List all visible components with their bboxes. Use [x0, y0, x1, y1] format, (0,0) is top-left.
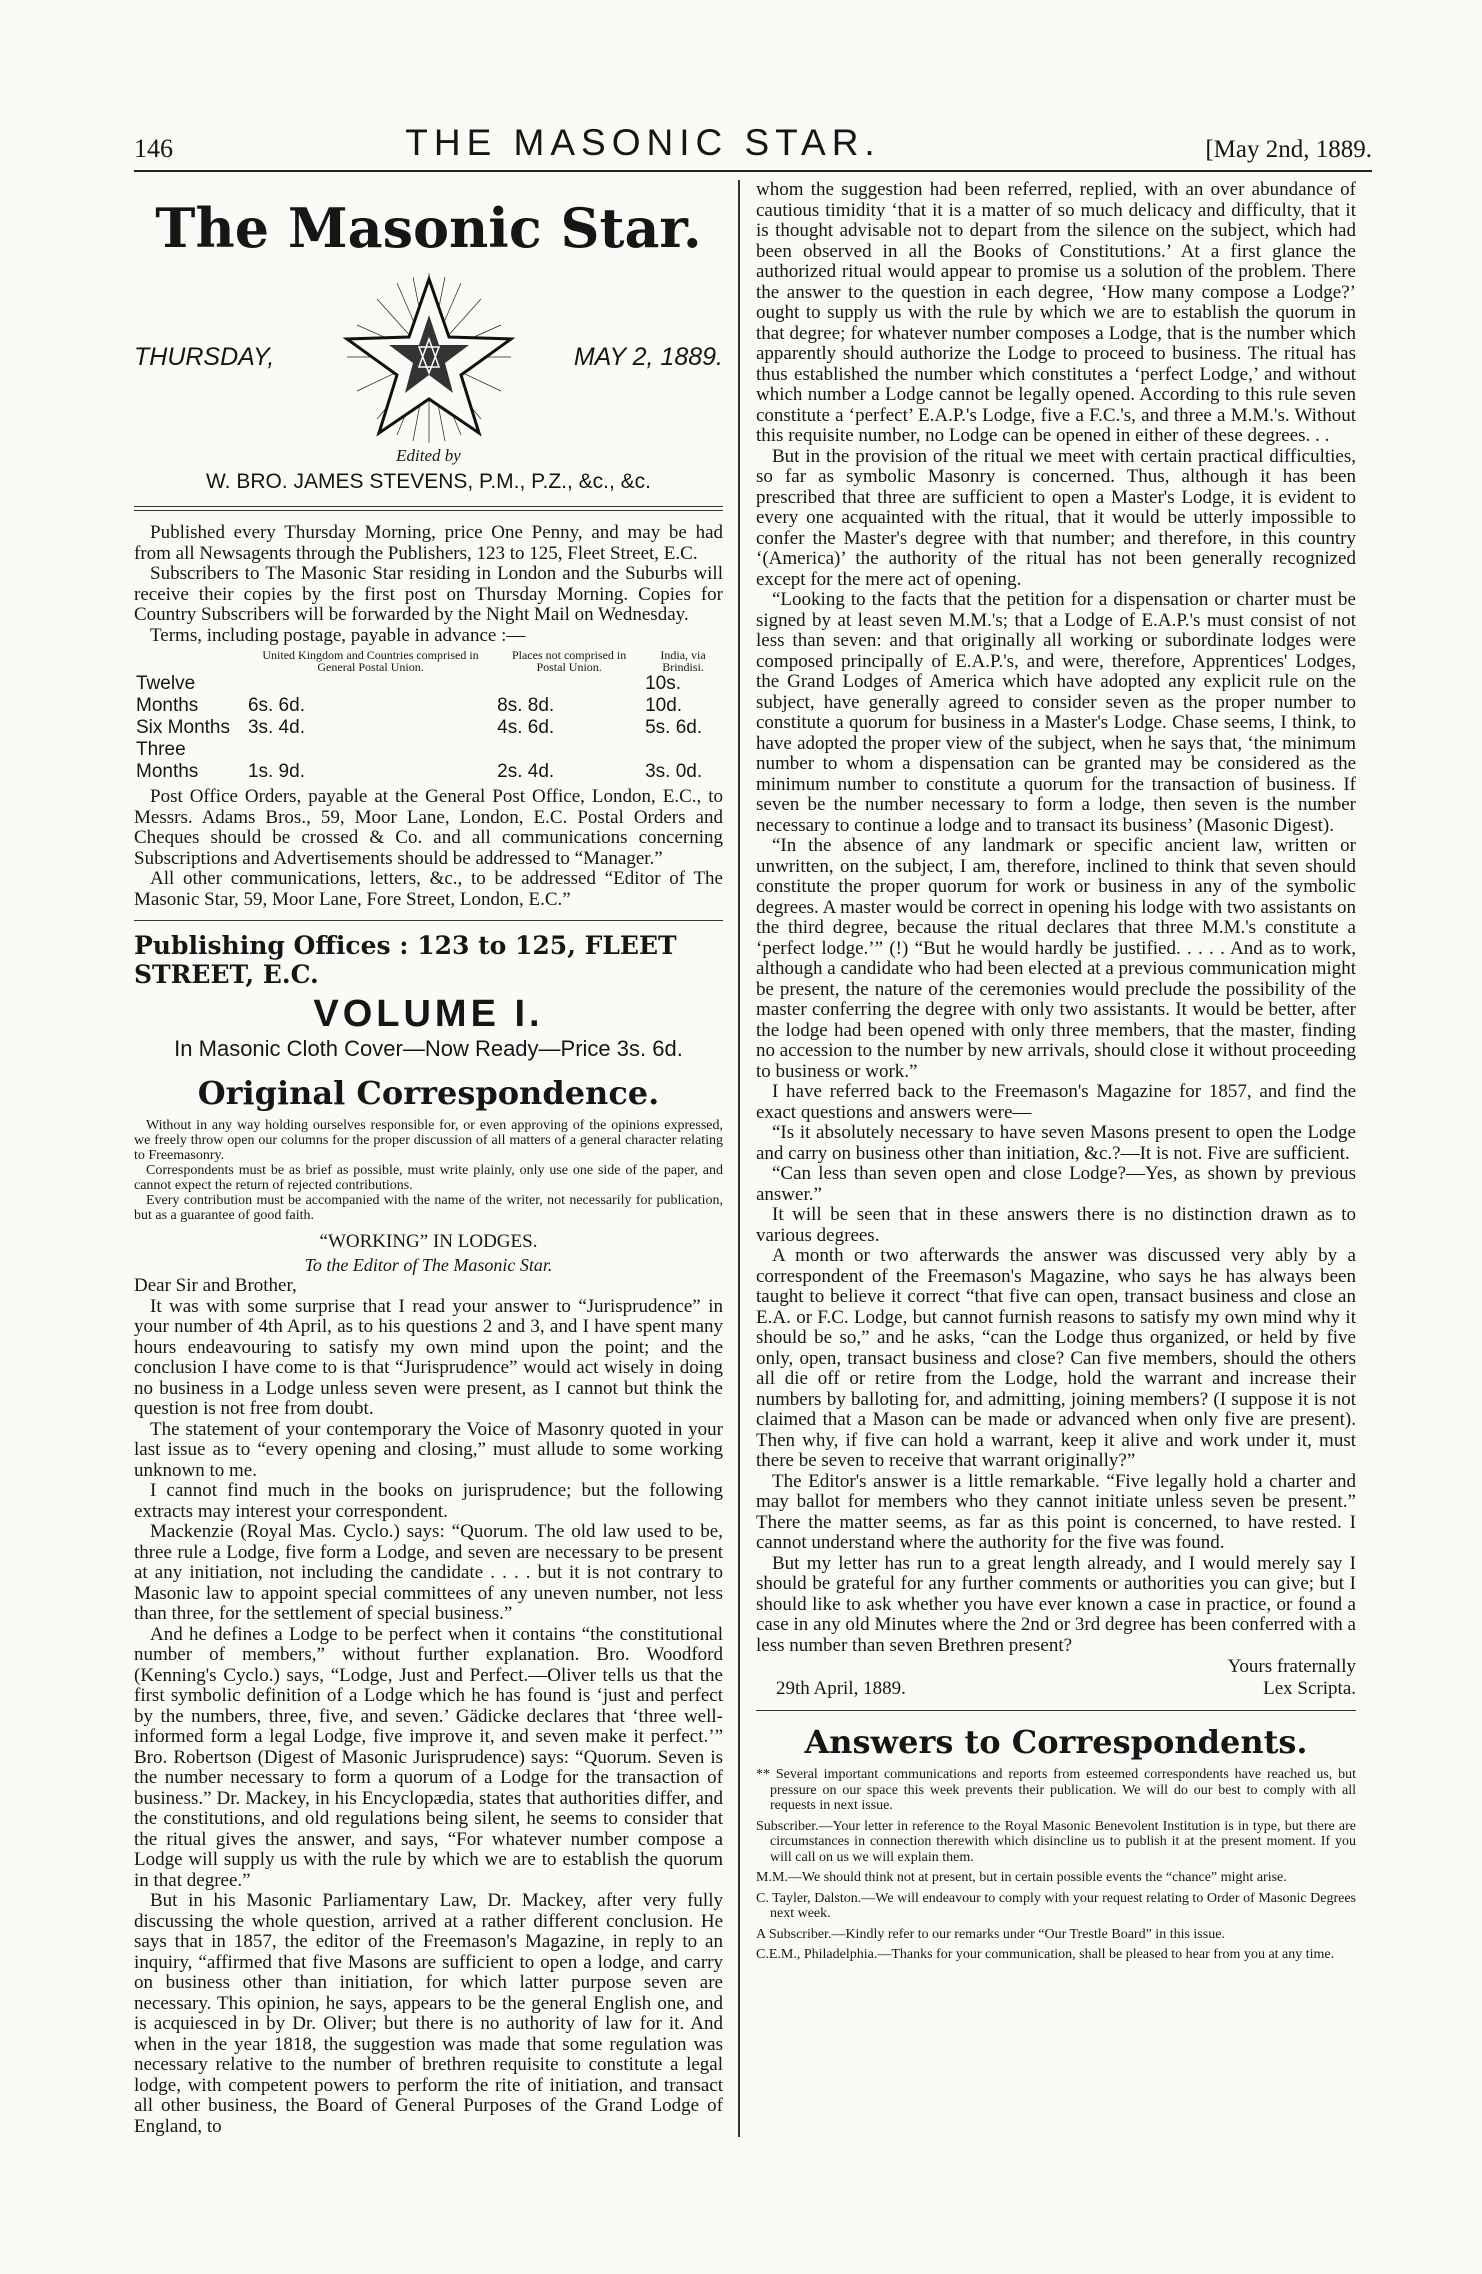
letter-paragraph: Mackenzie (Royal Mas. Cyclo.) says: “Quorum. The old law used to be, three rule a Lodge, five form a Lodge, and seven are necessary to be present at any initiation, not including the candidate . . . . but it is not contrary to Masonic law to appoint special committees of any uneven number, not less than three, for the settlement of special business.”	[134, 1521, 723, 1624]
list-item: C. Tayler, Dalston.—We will endeavour to comply with your request relating to Order of Masonic Degrees next week.	[756, 1890, 1356, 1921]
list-item: C.E.M., Philadelphia.—Thanks for your communication, shall be pleased to hear from you at any time.	[756, 1947, 1335, 1962]
volume-title: VOLUME I.	[313, 993, 544, 1035]
page-number: 146	[134, 134, 173, 163]
volume-price: In Masonic Cloth Cover—Now Ready—Price 3s. 6d.	[174, 1036, 683, 1061]
columns	[134, 180, 1372, 2137]
terms-col-other: Places not comprised in Postal Union.	[511, 648, 627, 674]
letter-paragraph: “Can less than seven open and close Lodge?—Yes, as shown by previous answer.”	[756, 1163, 1356, 1205]
section-heading-answers: Answers to Correspondents.	[804, 1723, 1308, 1761]
list-item: M.M.—We should think not at present, but in certain possible events the “chance” might arise.	[756, 1870, 1287, 1885]
double-rule	[134, 506, 723, 511]
letter-signature: Lex Scripta.	[1263, 1678, 1356, 1699]
issue-date: [May 2nd, 1889.	[1205, 136, 1372, 163]
letter-addressee: To the Editor of The Masonic Star.	[304, 1255, 553, 1275]
divider	[756, 1710, 1356, 1711]
edited-by: Edited by	[396, 446, 461, 465]
disclaimer: Correspondents must be as brief as possible, must write plainly, only use one side of the paper, and cannot expect the return of rejected contributions.	[134, 1163, 723, 1193]
letter-paragraph: The statement of your contemporary the Voice of Masonry quoted in your last issue as to “every opening and closing,” must allude to some working unknown to me.	[134, 1418, 723, 1481]
letter-paragraph: It will be seen that in these answers there is no distinction drawn as to various degrees.	[756, 1204, 1356, 1246]
terms-col-india: India, via Brindisi.	[660, 648, 706, 674]
letter-paragraph: “In the absence of any landmark or specific ancient law, written or unwritten, on the subject, I am, therefore, inclined to think that seven should constitute the proper quorum for work or business in any of the symbolic degrees. A master would be correct in opening his lodge with two assistants on the third degree, because the ritual declares that three M.M.'s constitute a ‘perfect lodge.’” (!) “But he would hardly be justified. . . . . And as to work, although a candidate who had been elected at a previous communication might be present, the nature of the ceremonies would preclude the possibility of the master conferring the degree with only two assistants. It would be better, after the lodge had been opened with only three members, that the master, finding no accession to the number by new arrivals, should close it without proceeding to business or work.”	[756, 835, 1356, 1082]
answers-list	[756, 1767, 1356, 1963]
list-item: Subscriber.—Your letter in reference to the Royal Masonic Benevolent Institution is in type, but there are circumstances in connection therewith which disincline us to publish it at the present moment. If you will call on us we will explain them.	[756, 1818, 1356, 1865]
letter-paragraph: And he defines a Lodge to be perfect when it contains “the constitutional number of members,” without further explanation. Bro. Woodford (Kenning's Cyclo.) says, “Lodge, Just and Perfect.—Oliver tells us that the first symbolic definition of a Lodge which he has found is ‘just and perfect by the numbers, three, five, and seven.’ Gädicke declares that ‘three well-informed form a legal Lodge, five improve it, and seven make it perfect.’” Bro. Robertson (Digest of Masonic Jurisprudence) says: “Quorum. Seven is the number necessary to form a quorum of a Lodge for the transaction of business.” Dr. Mackey, in his Encyclopædia, states that authorities differ, and the constitutions, and old regulations being silent, he seems to consider that the ritual gives the answer, and says, “For whatever number compose a Lodge will supply us with the rule by which we are to establish the quorum in that degree.”	[134, 1623, 723, 1891]
table-row: Twelve Months 6s. 6d. 8s. 8d. 10s. 10d.	[136, 673, 683, 716]
letter-signature-block	[756, 1656, 1356, 1678]
letter-paragraph: But in the provision of the ritual we meet with certain practical difficulties, so far as symbolic Masonry is concerned. Thus, although it has been prescribed that three are sufficient to open a Master's Lodge, it is evident to every one acquainted with the ritual, that it would be utterly impossible to confer the Master's degree with that number; and therefore, in this country ‘(America)’ the authority of the ritual has not been generally recognized except for the mere act of opening.	[756, 445, 1356, 590]
masthead-day: THURSDAY,	[134, 342, 275, 371]
letter-paragraph: But in his Masonic Parliamentary Law, Dr. Mackey, after very fully discussing the whole question, arrived at a rather different conclusion. He says that in 1857, the editor of the Freemason's Magazine, in reply to an inquiry, “affirmed that five Masons are sufficient to open a lodge, and carry on business other than initiation, for which latter purpose seven are necessary. This opinion, he says, appears to be the general English one, and is acquiesced in by Dr. Oliver; but there is no authority of law for it. And when in the year 1818, the suggestion was made that some regulation was necessary relative to the number of brethren requisite to constitute a legal lodge, with competent powers to perform the rite of initiation, and transact all other business, the Board of General Purposes of the Grand Lodge of England, to	[134, 1890, 723, 2137]
masthead-title: The Masonic Star.	[155, 196, 702, 260]
notice-publication: Published every Thursday Morning, price One Penny, and may be had from all Newsagents through the Publishers, 123 to 125, Fleet Street, E.C.	[134, 522, 723, 564]
masthead-date: MAY 2, 1889.	[573, 342, 723, 371]
letter-paragraph: “Is it absolutely necessary to have seven Masons present to open the Lodge and carry on business other than initiation, &c.?—It is not. Five are sufficient.	[756, 1122, 1356, 1164]
notice-subscribers: Subscribers to The Masonic Star residing in London and the Suburbs will receive their copies by the first post on Thursday Morning. Copies for Country Subscribers will be forwarded by the Night Mail on Wednesday.	[134, 563, 723, 625]
publishing-offices: Publishing Offices : 123 to 125, FLEET STREET, E.C.	[134, 931, 677, 989]
letter-paragraph: I cannot find much in the books on jurisprudence; but the following extracts may interest your correspondent.	[134, 1480, 723, 1522]
letter-paragraph: A month or two afterwards the answer was discussed very ably by a correspondent of the Freemason's Magazine, who says he has always been taught to believe it correct “that five can open, transact business and close an E.A. or F.C. Lodge, but cannot furnish reasons to satisfy my own mind why it should be so,” and he asks, “can the Lodge thus organized, or held by five only, open, transact business and close? Can five members, should the others all die off or retire from the Lodge, hold the warrant and increase their numbers by balloting for, and admitting, joining members? (I suppose it is not claimed that a Mason can be made or advanced when only five are present). Then why, if five can hold a warrant, keep it alive and work under it, must there be seven to receive that warrant originally?”	[756, 1245, 1356, 1471]
notice-terms: Terms, including postage, payable in advance :—	[150, 624, 526, 646]
letter-paragraph: It was with some surprise that I read your answer to “Jurisprudence” in your number of 4th April, as to his questions 2 and 3, and I have spent many hours endeavouring to satisfy my own mind upon the point; and the conclusion I have come to is that “Jurisprudence” would act wisely in doing no business in a Lodge unless seven were present, as I cannot but think the question is not free from doubt.	[134, 1295, 723, 1419]
page-header	[134, 0, 1372, 172]
right-column	[740, 180, 1356, 2137]
list-item: ** Several important communications and reports from esteemed correspondents have reached us, but pressure on our space this week prevents their publication. We will do our best to comply with all requests in next issue.	[756, 1767, 1356, 1813]
letter-closing: Yours fraternally	[1227, 1656, 1356, 1677]
terms-header-row	[134, 649, 723, 673]
disclaimer: Every contribution must be accompanied with the name of the writer, not necessarily for publication, but as a guarantee of good faith.	[134, 1193, 723, 1223]
left-column	[134, 180, 738, 2137]
divider	[134, 920, 723, 921]
section-heading-original-correspondence: Original Correspondence.	[197, 1074, 660, 1112]
letter-paragraph: The Editor's answer is a little remarkable. “Five legally hold a charter and may ballot for members who they cannot initiate unless seven be present.” There the matter seems, as far as this point is concerned, to have rested. I cannot understand where the authority for the five was found.	[756, 1470, 1356, 1553]
letter-paragraph: But my letter has run to a great length already, and I would merely say I should be grateful for any further comments or authorities you can give; but I should like to ask whether you have ever known a case in practice, or found a case in any old Minutes where the 2nd or 3rd degree has been conferred with a less number than seven Brethren present?	[756, 1552, 1356, 1656]
letter-paragraph: “Looking to the facts that the petition for a dispensation or charter must be signed by at least seven M.M.'s; that a Lodge of E.A.P.'s must consist of not less than seven: and that originally all working or subordinate lodges were composed principally of E.A.P.'s, and were, therefore, Apprentices' Lodges, the Grand Lodges of America which have adopted any explicit rule on the subject, have generally agreed to consider seven as the proper number to constitute a quorum for business in a Master's Lodge. Chase seems, I think, to have adopted the proper view of the subject, when he says that, ‘the minimum number to whom a dispensation can be granted may be considered as the minimum number to constitute a quorum for the transaction of business. If seven be the number necessary to form a lodge, then seven is the number necessary to continue a lodge and to transact its business’ (Masonic Digest).	[756, 589, 1356, 836]
disclaimer: Without in any way holding ourselves responsible for, or even approving of the opinions expressed, we freely throw open our columns for the proper discussion of all matters of a general character relating to Freemasonry.	[134, 1118, 723, 1163]
notice-orders: Post Office Orders, payable at the General Post Office, London, E.C., to Messrs. Adams Bros., 59, Moor Lane, London, E.C. Postal Orders and Cheques should be crossed & Co. and all communications concerning Subscriptions and Advertisements should be addressed to “Manager.”	[134, 786, 723, 869]
masonic-star-emblem-icon	[341, 269, 517, 445]
table-row: Three Months 1s. 9d. 2s. 4d. 3s. 0d.	[136, 739, 703, 782]
letter-paragraph: I have referred back to the Freemason's Magazine for 1857, and find the exact questions and answers were—	[756, 1081, 1356, 1123]
notice-editor-address: All other communications, letters, &c., to be addressed “Editor of The Masonic Star, 59, Moor Lane, Fore Street, London, E.C.”	[134, 868, 723, 910]
letter-title: “WORKING” IN LODGES.	[319, 1231, 538, 1252]
masthead-date-row	[134, 268, 723, 446]
table-row: Six Months 3s. 4d. 4s. 6d. 5s. 6d.	[136, 717, 703, 738]
letter-salutation: Dear Sir and Brother,	[134, 1275, 297, 1296]
terms-col-uk: United Kingdom and Countries comprised in General Postal Union.	[262, 648, 479, 674]
editor-name: W. BRO. JAMES STEVENS, P.M., P.Z., &c., &c.	[206, 470, 651, 493]
terms-table	[134, 649, 723, 783]
letter-paragraph: whom the suggestion had been referred, replied, with an over abundance of cautious timidity ‘that it is a matter of so much delicacy and difficulty, that it is thought advisable not to depart from the silence on the subject, which had been observed in all the Books of Constitutions.’ At a first glance the authorized ritual would appear to promise us a solution of the problem. There the answer to the question in each degree, ‘How many compose a Lodge?’ ought to supply us with the rule by which we are to establish the quorum in that degree; for whatever number composes a Lodge, that is the number which apparently should authorize the Lodge to proceed to business. The ritual has thus established the number which constitutes a ‘perfect Lodge,’ and without which number a Lodge cannot be legally opened. According to this rule seven constitute a ‘perfect’ E.A.P.'s Lodge, five a F.C.'s, and three a M.M.'s. Without this requisite number, no Lodge can be opened in either of these degrees. . .	[756, 179, 1356, 446]
letter-signature-row	[756, 1678, 1356, 1700]
running-title: THE MASONIC STAR.	[405, 122, 881, 163]
list-item: A Subscriber.—Kindly refer to our remarks under “Our Trestle Board” in this issue.	[756, 1926, 1225, 1942]
letter-date: 29th April, 1889.	[776, 1678, 906, 1699]
